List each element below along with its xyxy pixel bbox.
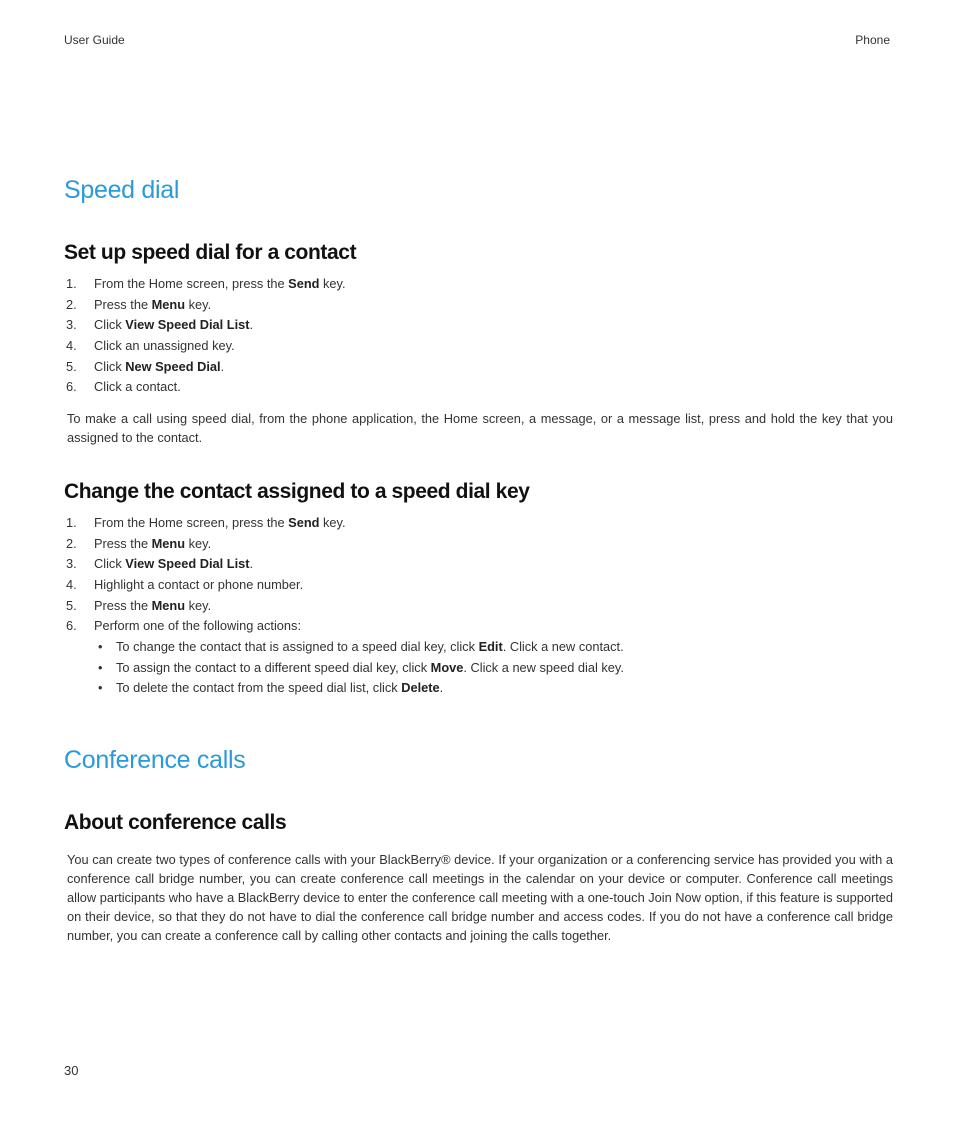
list-item	[66, 513, 346, 534]
step-text-end: .	[249, 556, 254, 572]
step-number: 6.	[66, 379, 77, 395]
step-text-end: .	[249, 317, 254, 333]
section-title-conference-calls: Conference calls	[64, 746, 246, 774]
step-text-end: key.	[319, 515, 346, 530]
list-item	[66, 377, 346, 398]
step-number: 5.	[66, 597, 77, 613]
step-number: 3.	[66, 556, 77, 572]
running-header-guide: User Guide	[64, 33, 125, 47]
subsection-title-setup: Set up speed dial for a contact	[64, 241, 357, 264]
step-keyword: Menu	[151, 296, 186, 312]
step-keyword: Menu	[151, 535, 186, 551]
list-item	[66, 616, 346, 637]
bullet-text: To delete the contact from the speed dial list, click	[116, 680, 402, 695]
step-text: Click an unassigned key.	[94, 338, 235, 354]
bullet-text: To change the contact that is assigned to a speed dial key, click	[116, 639, 479, 654]
step-text: Perform one of the following actions:	[94, 618, 301, 634]
conference-calls-body: You can create two types of conference calls with your BlackBerry® device. If your organization or a conferencing service has provided you with a conference call bridge number, you can create conference call meetings in the calendar on your device or computer. Conference call meetings allow participants who have a BlackBerry device to enter the conference call meeting with a one-touch Join Now option, if this feature is supported on their device, so that they do not have to dial the conference call bridge number and access codes. If you do not have a conference call bridge number, you can create a conference call by calling other contacts and joining the calls together.	[67, 852, 893, 943]
list-item	[66, 336, 346, 357]
bullet-text-end: . Click a new speed dial key.	[463, 659, 624, 675]
list-item	[66, 575, 346, 596]
subsection-title-change-contact: Change the contact assigned to a speed dial key	[64, 480, 530, 503]
step-text: Click	[94, 317, 126, 333]
step-text-end: key.	[319, 276, 346, 291]
bullet-keyword: Edit	[478, 639, 503, 654]
list-item	[66, 554, 346, 575]
step-keyword: New Speed Dial	[125, 358, 221, 374]
step-number: 4.	[66, 338, 77, 354]
bullet-icon: •	[98, 639, 103, 654]
section-title-speed-dial: Speed dial	[64, 176, 180, 204]
action-options-list	[94, 637, 624, 699]
step-text: From the Home screen, press the	[94, 515, 289, 530]
step-text: Press the	[94, 535, 152, 551]
bullet-text: To assign the contact to a different speed dial key, click	[116, 659, 431, 675]
step-keyword: Menu	[151, 597, 186, 613]
list-item	[94, 637, 624, 658]
list-item	[66, 534, 346, 555]
step-text: Click	[94, 556, 126, 572]
step-number: 2.	[66, 535, 77, 551]
step-number: 6.	[66, 618, 77, 634]
step-number: 3.	[66, 317, 77, 333]
list-item	[66, 596, 346, 617]
bullet-icon: •	[98, 659, 103, 675]
step-text: Highlight a contact or phone number.	[94, 577, 304, 593]
step-number: 1.	[66, 276, 77, 291]
step-keyword: Send	[288, 515, 320, 530]
list-item	[94, 658, 624, 679]
bullet-icon: •	[98, 680, 103, 695]
step-text: Click a contact.	[94, 379, 181, 395]
list-item	[66, 315, 346, 336]
step-keyword: View Speed Dial List	[125, 317, 250, 333]
step-number: 1.	[66, 515, 77, 530]
step-number: 5.	[66, 358, 77, 374]
step-text-end: key.	[185, 535, 212, 551]
page-number: 30	[64, 1063, 79, 1078]
change-steps-list	[66, 513, 346, 637]
bullet-text-end: . Click a new contact.	[502, 639, 624, 654]
step-keyword: Send	[288, 276, 320, 291]
step-text: Press the	[94, 296, 152, 312]
list-item	[66, 295, 346, 316]
bullet-keyword: Delete	[401, 680, 440, 695]
list-item	[66, 274, 346, 295]
step-number: 4.	[66, 577, 77, 593]
step-text-end: key.	[185, 296, 212, 312]
bullet-keyword: Move	[430, 659, 464, 675]
bullet-text-end: .	[439, 680, 444, 695]
step-number: 2.	[66, 296, 77, 312]
list-item	[94, 678, 624, 699]
step-text: Press the	[94, 597, 152, 613]
list-item	[66, 357, 346, 378]
step-text: Click	[94, 358, 126, 374]
setup-steps-list	[66, 274, 346, 398]
step-text-end: .	[220, 358, 225, 374]
subsection-title-about-conference: About conference calls	[64, 811, 287, 834]
step-text: From the Home screen, press the	[94, 276, 289, 291]
running-header-chapter: Phone	[855, 33, 890, 47]
speed-dial-usage-note: To make a call using speed dial, from the phone application, the Home screen, a message, or a message list, press and hold the key that you assigned to the contact.	[67, 411, 893, 445]
step-text-end: key.	[185, 597, 212, 613]
step-keyword: View Speed Dial List	[125, 556, 250, 572]
